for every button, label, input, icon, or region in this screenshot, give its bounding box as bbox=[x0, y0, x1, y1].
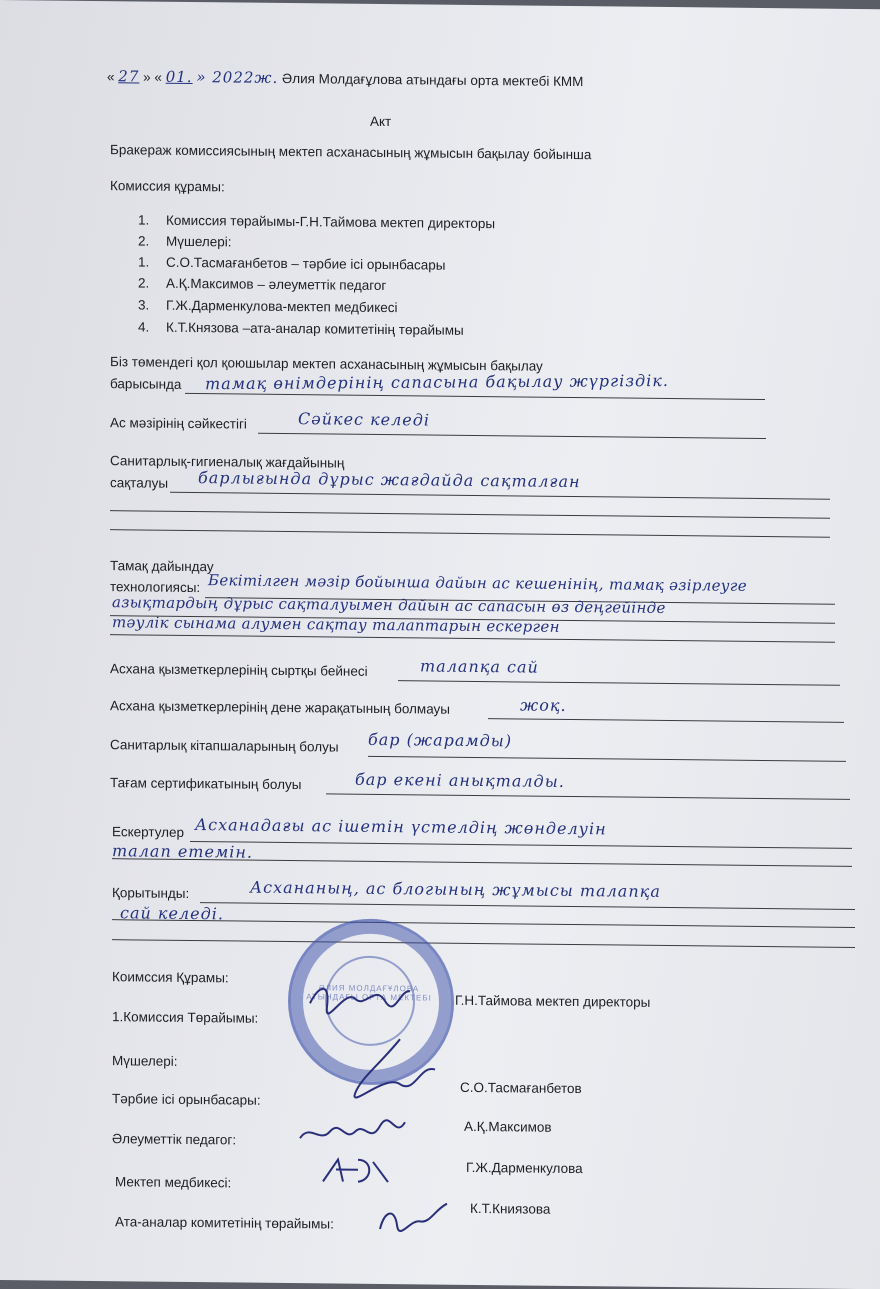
appearance-label: Асхана қызметкерлерінің сыртқы бейнесі bbox=[110, 661, 368, 679]
menu-value: Сәйкес келеді bbox=[298, 409, 431, 430]
list-item-text: А.Қ.Максимов – әлеуметтік педагог bbox=[166, 275, 387, 294]
list-item-text: С.О.Тасмағанбетов – тәрбие ісі орынбасары bbox=[166, 254, 446, 273]
list-item: 2. bbox=[138, 233, 150, 249]
list-item: 1. bbox=[138, 254, 150, 270]
underline bbox=[258, 433, 766, 439]
list-item: 3. bbox=[138, 297, 150, 313]
signature-role: Мектеп медбикесі: bbox=[115, 1174, 232, 1191]
date-line: « 27 » « 01. » 2022ж. Әлия Молдағұлова атындағы орта мектебі КММ bbox=[107, 67, 584, 90]
intro-text: Біз төмендегі қол қоюшылар мектеп асханасының жұмысын бақылау bbox=[110, 354, 543, 374]
notes-value-2: талап етемін. bbox=[112, 841, 253, 862]
list-item: 2. bbox=[138, 275, 150, 291]
signature-name: А.Қ.Максимов bbox=[464, 1118, 552, 1135]
conclusion-value-1: Асхананың, ас блогының жұмысы талапқа bbox=[250, 877, 661, 901]
list-item: 1. bbox=[138, 212, 150, 228]
chair-label: 1.Комиссия Төрайымы: bbox=[112, 1009, 259, 1026]
tech-value-1: Бекітілген мәзір бойынша дайын ас кешенінің, тамақ әзірлеуге bbox=[208, 571, 747, 595]
appearance-value: талапқа сай bbox=[420, 656, 539, 677]
underline bbox=[170, 492, 830, 500]
signature-name: С.О.Тасмағанбетов bbox=[460, 1079, 582, 1097]
underline bbox=[185, 393, 765, 400]
tech-label: технологиясы: bbox=[110, 579, 201, 596]
date-year: » 2022ж. bbox=[196, 68, 279, 87]
underline bbox=[190, 841, 852, 849]
signature-role: Ата-аналар комитетінің төрайымы: bbox=[115, 1214, 334, 1232]
books-value: бар (жарамды) bbox=[368, 729, 513, 751]
members-label: Мүшелері: bbox=[112, 1053, 178, 1069]
cert-label: Тағам сертификатының болуы bbox=[110, 775, 302, 793]
signature-name: Г.Ж.Дарменкулова bbox=[466, 1159, 583, 1177]
school-name: Әлия Молдағұлова атындағы орта мектебі КММ bbox=[282, 70, 584, 90]
cert-value: бар екені анықталды. bbox=[355, 769, 565, 791]
list-item-text: Комиссия төрайымы-Г.Н.Таймова мектеп директоры bbox=[166, 212, 496, 232]
document-title: Акт bbox=[370, 113, 392, 130]
menu-label: Ас мәзірінің сәйкестігі bbox=[110, 415, 247, 432]
intro-label: барысында bbox=[110, 376, 182, 392]
tech-value-2: азықтардың дұрыс сақталуымен дайын ас сапасын өз деңгейінде bbox=[112, 593, 666, 617]
signature-role: Әлеуметтік педагог: bbox=[112, 1131, 237, 1148]
signatures-heading: Коимссия Құрамы: bbox=[112, 969, 229, 986]
underline bbox=[368, 756, 846, 762]
underline bbox=[326, 793, 850, 799]
injury-value: жоқ. bbox=[520, 695, 567, 715]
list-item-text: К.Т.Князова –ата-аналар комитетінің төрайымы bbox=[166, 319, 464, 338]
underline bbox=[200, 902, 855, 910]
underline bbox=[110, 510, 830, 519]
underline bbox=[110, 634, 835, 643]
member-signature bbox=[375, 1199, 455, 1240]
signature-name: К.Т.Книязова bbox=[470, 1200, 551, 1217]
sanitary-value: барлығында дұрыс жағдайда сақталған bbox=[198, 468, 581, 492]
member-signature bbox=[318, 1151, 398, 1192]
tech-label-line1: Тамақ дайындау bbox=[110, 558, 214, 575]
notes-label: Ескертулер bbox=[112, 824, 185, 840]
intro-value: тамақ өнімдерінің сапасына бақылау жүргіздік. bbox=[204, 370, 670, 394]
sanitary-label-line1: Санитарлық-гигиеналық жағдайының bbox=[110, 453, 345, 471]
list-item-text: Г.Ж.Дарменкулова-мектеп медбикесі bbox=[166, 297, 398, 316]
stamp-text: ӘЛИЯ МОЛДАҒҰЛОВА АТЫНДАҒЫ ОРТА МЕКТЕБІ bbox=[306, 983, 432, 1003]
member-signature bbox=[295, 1113, 415, 1154]
list-item: 4. bbox=[138, 319, 150, 335]
tech-value-3: тәулік сынама алумен сақтау талаптарын ескерген bbox=[112, 613, 560, 636]
chair-name: Г.Н.Таймова мектеп директоры bbox=[455, 992, 651, 1010]
underline bbox=[488, 718, 844, 723]
underline bbox=[112, 939, 855, 948]
sanitary-label: сақталуы bbox=[110, 475, 169, 491]
commission-label: Комиссия құрамы: bbox=[110, 178, 225, 195]
document-subtitle: Бракераж комиссиясының мектеп асханасының жұмысын бақылау бойынша bbox=[110, 142, 592, 163]
date-month: 01. bbox=[165, 67, 193, 87]
signature-role: Тәрбие ісі орынбасары: bbox=[112, 1091, 261, 1108]
books-label: Санитарлық кітапшаларының болуы bbox=[110, 737, 339, 755]
date-day: 27 bbox=[118, 67, 140, 86]
conclusion-label: Қорытынды: bbox=[112, 885, 190, 901]
chair-signature bbox=[305, 978, 415, 1019]
member-signature bbox=[340, 1034, 440, 1105]
injury-label: Асхана қызметкерлерінің дене жарақатының болмауы bbox=[110, 698, 450, 717]
underline bbox=[110, 529, 830, 538]
underline bbox=[398, 680, 840, 686]
list-item-text: Мүшелері: bbox=[166, 233, 232, 250]
notes-value-1: Асханадағы ас ішетін үстелдің жөнделуін bbox=[195, 815, 607, 839]
conclusion-value-2: сай келеді. bbox=[120, 903, 224, 924]
